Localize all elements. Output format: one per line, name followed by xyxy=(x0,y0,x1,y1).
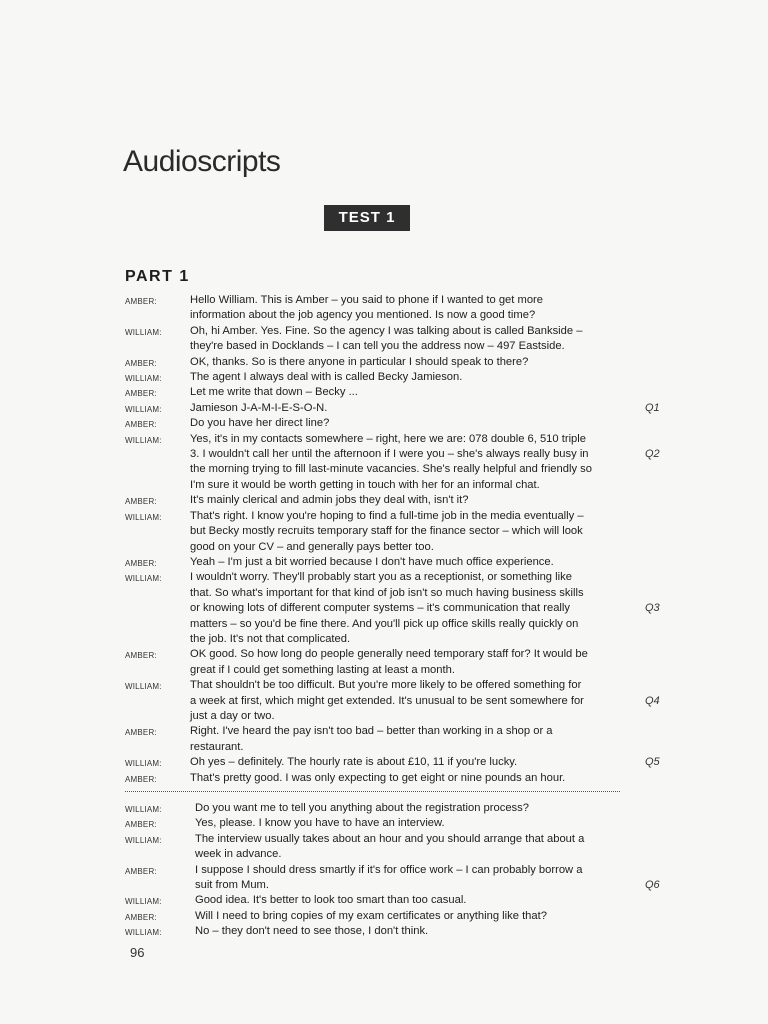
part-heading: PART 1 xyxy=(125,268,190,285)
dialogue-line xyxy=(125,401,665,416)
page-title: Audioscripts xyxy=(123,145,281,178)
speaker-name: WILLIAM: xyxy=(125,327,162,337)
dialogue-line xyxy=(125,385,665,400)
question-marker: Q1 xyxy=(645,401,660,414)
speech-text: Right. I've heard the pay isn't too bad – better than working in a shop or a restaurant. xyxy=(190,725,553,753)
speaker-name: WILLIAM: xyxy=(125,682,162,692)
speaker-name: AMBER: xyxy=(125,866,157,876)
speech-text: That's pretty good. I was only expecting to get eight or nine pounds an hour. xyxy=(190,771,566,784)
speech-text: Yes, it's in my contacts somewhere – right, here we are: 078 double 6, 510 triple 3. I wouldn't call her until the afternoon if I were you – she's always really busy in the morning trying to fill last-minute vacancies. She's really helpful and friendly so I'm sure it would be worth getting in touch with her for an informal chat. xyxy=(190,432,592,491)
speaker-name: WILLIAM: xyxy=(125,928,162,938)
dialogue-section-2 xyxy=(125,801,665,940)
speaker-name: AMBER: xyxy=(125,420,157,430)
speaker-name: AMBER: xyxy=(125,912,157,922)
dialogue-line xyxy=(125,801,665,816)
speech-text: Will I need to bring copies of my exam certificates or anything like that? xyxy=(195,909,547,922)
speech-text: It's mainly clerical and admin jobs they deal with, isn't it? xyxy=(190,494,469,507)
speaker-name: AMBER: xyxy=(125,558,157,568)
speech-text: OK good. So how long do people generally need temporary staff for? It would be great if I could get something lasting at least a month. xyxy=(190,648,588,676)
dialogue-line xyxy=(125,909,665,924)
dialogue-line xyxy=(125,493,665,508)
dialogue-line xyxy=(125,355,665,370)
dialogue-line xyxy=(125,924,665,939)
speech-text: The agent I always deal with is called Becky Jamieson. xyxy=(190,371,463,384)
dialogue-line xyxy=(125,416,665,431)
dialogue-line xyxy=(125,432,665,494)
dialogue-line xyxy=(125,755,665,770)
speech-text: Oh yes – definitely. The hourly rate is about £10, 11 if you're lucky. xyxy=(190,756,518,769)
speech-text: Yeah – I'm just a bit worried because I don't have much office experience. xyxy=(190,555,554,568)
speech-text: Hello William. This is Amber – you said to phone if I wanted to get more information about the job agency you mentioned. Is now a good time? xyxy=(190,294,543,322)
speaker-name: WILLIAM: xyxy=(125,759,162,769)
section-divider xyxy=(125,791,620,792)
dialogue-line xyxy=(125,324,665,355)
speaker-name: AMBER: xyxy=(125,728,157,738)
dialogue-line xyxy=(125,555,665,570)
speaker-name: AMBER: xyxy=(125,297,157,306)
speech-text: Oh, hi Amber. Yes. Fine. So the agency I was talking about is called Bankside – they're based in Docklands – I can tell you the address now – 497 Eastside. xyxy=(190,324,583,353)
speaker-name: AMBER: xyxy=(125,820,157,830)
dialogue-line xyxy=(125,893,665,908)
dialogue-line xyxy=(125,724,665,755)
page-number: 96 xyxy=(130,945,145,960)
audioscript-dialogue xyxy=(125,293,665,940)
speech-text: Jamieson J-A-M-I-E-S-O-N. xyxy=(190,401,328,414)
speaker-name: AMBER: xyxy=(125,358,157,368)
speaker-name: WILLIAM: xyxy=(125,374,162,384)
speech-text: I suppose I should dress smartly if it's for office work – I can probably borrow a suit from Mum. xyxy=(195,863,583,892)
speaker-name: WILLIAM: xyxy=(125,835,162,845)
speaker-name: AMBER: xyxy=(125,651,157,661)
speech-text: That's right. I know you're hoping to find a full-time job in the media eventually – but Becky mostly recruits temporary staff for the finance sector – which will look good on your CV – and generally pays better too. xyxy=(190,509,584,553)
speaker-name: AMBER: xyxy=(125,497,157,507)
speech-text: I wouldn't worry. They'll probably start you as a receptionist, or something like that. So what's important for that kind of job isn't so much having business skills or knowing lots of different computer systems – it's communication that really matters – so you'd be fine there. And you'll pick up office skills really quickly on the job. It's not that complicated. xyxy=(190,571,584,645)
speaker-name: WILLIAM: xyxy=(125,435,162,445)
speaker-name: WILLIAM: xyxy=(125,897,162,907)
question-marker: Q5 xyxy=(645,756,660,769)
speech-text: No – they don't need to see those, I don't think. xyxy=(195,925,429,938)
speaker-name: WILLIAM: xyxy=(125,404,162,414)
speech-text: Do you want me to tell you anything about the registration process? xyxy=(195,802,529,814)
speech-text: Good idea. It's better to look too smart than too casual. xyxy=(195,894,467,907)
speaker-name: AMBER: xyxy=(125,389,157,399)
speech-text: That shouldn't be too difficult. But you're more likely to be offered something for a week at first, which might get extended. It's unusual to be sent somewhere for just a day or two. xyxy=(190,679,584,722)
speaker-name: WILLIAM: xyxy=(125,574,162,584)
speech-text: Yes, please. I know you have to have an interview. xyxy=(195,817,445,830)
question-marker: Q3 xyxy=(645,602,660,615)
speaker-name: AMBER: xyxy=(125,774,157,784)
dialogue-line xyxy=(125,863,665,894)
dialogue-section-1 xyxy=(125,293,665,786)
speaker-name: WILLIAM: xyxy=(125,512,162,522)
speech-text: The interview usually takes about an hour and you should arrange that about a week in advance. xyxy=(195,832,585,861)
dialogue-line xyxy=(125,832,665,863)
speaker-name: WILLIAM: xyxy=(125,805,162,814)
dialogue-line xyxy=(125,509,665,555)
question-marker: Q2 xyxy=(645,448,660,461)
question-marker: Q6 xyxy=(645,879,660,892)
dialogue-line xyxy=(125,678,665,724)
dialogue-line xyxy=(125,771,665,786)
dialogue-line xyxy=(125,570,665,647)
speech-text: Let me write that down – Becky ... xyxy=(190,386,358,399)
speech-text: OK, thanks. So is there anyone in particular I should speak to there? xyxy=(190,355,529,368)
dialogue-line xyxy=(125,370,665,385)
dialogue-line xyxy=(125,293,665,324)
dialogue-line xyxy=(125,816,665,831)
test-badge: TEST 1 xyxy=(324,205,410,231)
dialogue-line xyxy=(125,647,665,678)
question-marker: Q4 xyxy=(645,694,660,707)
speech-text: Do you have her direct line? xyxy=(190,417,330,430)
